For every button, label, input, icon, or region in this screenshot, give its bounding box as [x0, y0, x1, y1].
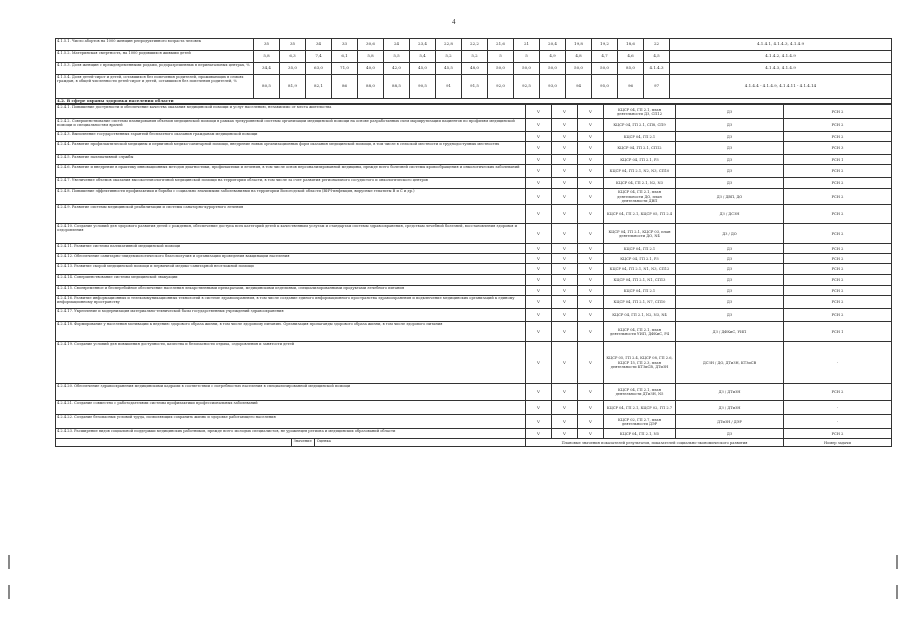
task-check-c1: V [526, 132, 552, 142]
indicator-value: 63,0 [306, 63, 332, 75]
indicator-value: 21 [514, 39, 540, 51]
task-check-c2: V [552, 275, 578, 286]
indicator-value: 86 [332, 75, 358, 99]
task-name: 4.2.4.18. Формирование у населения мотивации к ведению здорового образа жизни, в том числе здоровому питанию. Организация пропаганды здорового образа жизни, в том числе здорового питания [56, 322, 526, 342]
task-name: 4.2.4.7. Увеличение объемов оказания высокотехнологичной медицинской помощи на территории области, в том числе за счет развития регионального сосудистого и онкологического центров [56, 178, 526, 189]
task-program: КЦСР 04, ГП 2.1, план деятельности ДЗ, СП12 [604, 105, 676, 119]
task-program: КЦСР 04, ГП 2.1 [604, 132, 676, 142]
task-rsn: РСН 3 [784, 142, 892, 155]
indicator-row [56, 63, 892, 75]
task-check-c2: V [552, 309, 578, 322]
task-check-c2: V [552, 296, 578, 309]
task-rsn: РСН 2 [784, 296, 892, 309]
footer-label-value: Значение [291, 439, 314, 446]
task-program: КЦСР 04, ГП 2.1, N2, N3, СП10 [604, 165, 676, 178]
task-check-c2: V [552, 189, 578, 205]
task-check-c3: V [578, 286, 604, 296]
indicator-name: 4.1.5.3. Доля женщин с преждевременными родами, родоразрешенных в перинатальных центрах, % [56, 63, 254, 75]
indicator-value: 50,0 [540, 63, 566, 75]
task-executor: ДЗ [676, 155, 784, 165]
task-check-c2: V [552, 415, 578, 429]
task-name: 4.2.4.9. Развитие системы медицинской реабилитации и системы санаторно-курортного лечения [56, 205, 526, 224]
task-check-c2: V [552, 132, 578, 142]
task-program: КЦСР 04, ГП 2.1, N2, N3, N4 [604, 309, 676, 322]
scan-margin-mark [8, 585, 10, 599]
task-executor: ДЗ [676, 132, 784, 142]
indicator-refs: 4.1.4.4 - 4.1.4.9, 4.1.4.11 - 4.1.4.14 [670, 75, 892, 99]
task-program: КЦСР 04, ГП 2.1, Р3 [604, 254, 676, 264]
task-name: 4.2.4.4. Развитие профилактической медицины и первичной медико-санитарной помощи, внедрение новых организационных форм оказания медицинской помощи, в том числе в сельской местности и труднодоступных местностях [56, 142, 526, 155]
task-rsn: РСН 2 [784, 429, 892, 439]
indicator-value: 5 [514, 51, 540, 63]
task-check-c3: V [578, 224, 604, 244]
indicator-refs: 4.1.4.3, 4.1.4.9 [670, 63, 892, 75]
indicator-value: 4.1.4.3 [644, 63, 670, 75]
task-row [56, 254, 892, 264]
indicator-value: 22 [644, 39, 670, 51]
task-name: 4.2.4.13. Развитие скорой медицинской помощи и первичной медико-санитарной неотложной помощи [56, 264, 526, 275]
indicator-value: 19,8 [566, 39, 592, 51]
task-check-c2: V [552, 384, 578, 401]
task-rsn: РСН 2 [784, 275, 892, 286]
task-row [56, 296, 892, 309]
strategy-table [55, 38, 892, 104]
task-check-c3: V [578, 309, 604, 322]
indicator-value: 40,0 [358, 63, 384, 75]
indicator-value: 97 [644, 75, 670, 99]
task-executor: ДЗ [676, 254, 784, 264]
task-check-c3: V [578, 401, 604, 415]
task-row [56, 142, 892, 155]
indicator-value: 7,4 [306, 51, 332, 63]
task-check-c3: V [578, 429, 604, 439]
task-row [56, 178, 892, 189]
task-name: 4.2.4.6. Развитие и внедрение в практику инновационных методов диагностики, профилактики и лечения, в том числе основ персонализированной медицины, прежде всего болезней системы кровообращения и онкологических заболеваний [56, 165, 526, 178]
indicator-value: 71,0 [332, 63, 358, 75]
task-check-c1: V [526, 119, 552, 132]
task-check-c1: V [526, 342, 552, 384]
task-rsn: РСН 2 [784, 384, 892, 401]
task-check-c2: V [552, 155, 578, 165]
indicator-value: 96 [618, 75, 644, 99]
task-row [56, 401, 892, 415]
scan-margin-mark [8, 555, 10, 569]
task-program: КЦСР 04, ГП 2.1, КЦСР 03, план деятельности ДО, N4 [604, 224, 676, 244]
task-program: КЦСР 04, ГП 2.1, N2, N3 [604, 178, 676, 189]
task-rsn: РСН 1 [784, 155, 892, 165]
indicator-value: 92,5 [514, 75, 540, 99]
indicator-value: 35,0 [280, 63, 306, 75]
indicator-value: 4,9 [540, 51, 566, 63]
task-check-c3: V [578, 296, 604, 309]
indicator-row [56, 39, 892, 51]
indicator-value: 50,0 [592, 63, 618, 75]
task-check-c3: V [578, 119, 604, 132]
indicator-value: 95,0 [592, 75, 618, 99]
task-executor: ДЗ / ДТиЗН [676, 401, 784, 415]
task-row [56, 205, 892, 224]
indicator-value: 94 [566, 75, 592, 99]
indicator-value: 5,8 [254, 51, 280, 63]
task-name: 4.2.4.22. Создание безопасных условий труда, позволяющих сохранить жизнь и здоровье работающего населения [56, 415, 526, 429]
indicator-value: 30,6 [358, 39, 384, 51]
task-program: КЦСР 04, ГП 2.1, план деятельности УИП, ДФКиС, Р4 [604, 322, 676, 342]
indicator-value: 5,2 [462, 51, 488, 63]
task-name: 4.2.4.19. Создание условий для повышения доступности, качества и безопасности отдыха, оздоровления и занятости детей [56, 342, 526, 384]
task-row [56, 286, 892, 296]
task-row [56, 264, 892, 275]
indicator-value: 19,2 [592, 39, 618, 51]
task-executor: ДЗ / ДСЗН [676, 205, 784, 224]
task-check-c2: V [552, 322, 578, 342]
indicator-value: 50,0 [514, 63, 540, 75]
page-number: 4 [452, 18, 456, 26]
task-check-c3: V [578, 178, 604, 189]
task-name: 4.2.4.15. Своевременное и бесперебойное обеспечение населения лекарственными препаратами, медицинскими изделиями, специализированными продуктами лечебного питания [56, 286, 526, 296]
task-program: КЦСР 04, ГП 2.1, N5 [604, 429, 676, 439]
task-executor: ДЗ / ДТиЗН [676, 384, 784, 401]
task-check-c1: V [526, 286, 552, 296]
task-check-c3: V [578, 189, 604, 205]
task-check-c3: V [578, 384, 604, 401]
task-program: КЦСР 04, ГП 2.1, N1, СП13 [604, 275, 676, 286]
task-program: КЦСР 04, ГП 2.1, N1, N3, СП12 [604, 264, 676, 275]
task-executor: ДЗ [676, 119, 784, 132]
task-check-c1: V [526, 322, 552, 342]
indicator-value: 91 [436, 75, 462, 99]
task-name: 4.2.4.5. Развитие паллиативной службы [56, 155, 526, 165]
task-check-c1: V [526, 384, 552, 401]
task-check-c2: V [552, 401, 578, 415]
task-row [56, 244, 892, 254]
task-program: КЦСР 04, ГП 2.1, план деятельности ДО, план деятельности ДВП [604, 189, 676, 205]
task-rsn: РСН 2 [784, 178, 892, 189]
task-rsn: РСН 2 [784, 189, 892, 205]
task-check-c2: V [552, 142, 578, 155]
indicator-refs: 4.1.4.1, 4.1.4.3, 4.1.4.9 [670, 39, 892, 51]
indicator-value: 4,6 [618, 51, 644, 63]
task-rsn: РСН 2 [784, 165, 892, 178]
task-check-c1: V [526, 254, 552, 264]
task-executor: ДТиЗН / ДЭР [676, 415, 784, 429]
task-check-c1: V [526, 275, 552, 286]
footer-label-score: Оценка [314, 439, 333, 446]
indicator-value: 50,0 [566, 63, 592, 75]
task-check-c1: V [526, 165, 552, 178]
task-check-c3: V [578, 155, 604, 165]
task-check-c1: V [526, 105, 552, 119]
task-executor: ДЗ [676, 429, 784, 439]
task-check-c1: V [526, 142, 552, 155]
task-rsn: РСН 2 [784, 205, 892, 224]
indicator-value: 24 [384, 39, 410, 51]
footer-caption: Плановые значения показателей результатов, показателей социально-экономического развития [526, 439, 784, 447]
task-executor: ДЗ [676, 275, 784, 286]
task-executor: ДЗ [676, 286, 784, 296]
indicator-value: 45,0 [410, 63, 436, 75]
task-check-c3: V [578, 142, 604, 155]
task-check-c3: V [578, 254, 604, 264]
task-check-c1: V [526, 415, 552, 429]
task-check-c1: V [526, 264, 552, 275]
scan-margin-mark [896, 555, 898, 569]
task-row [56, 155, 892, 165]
task-program: КЦСР 04, ГП 2.1 [604, 286, 676, 296]
task-program: КЦСР 04, ГП 2.1, КЦСР 02, ГП 2.7 [604, 401, 676, 415]
task-check-c3: V [578, 205, 604, 224]
task-check-c2: V [552, 264, 578, 275]
task-check-c2: V [552, 429, 578, 439]
indicator-value: 92,0 [488, 75, 514, 99]
task-check-c1: V [526, 244, 552, 254]
indicator-value: 20,4 [540, 39, 566, 51]
task-check-c3: V [578, 264, 604, 275]
task-check-c2: V [552, 286, 578, 296]
indicator-value: 21,6 [488, 39, 514, 51]
task-name: 4.2.4.21. Создание совместно с работодателями системы профилактики профессиональных заболеваний [56, 401, 526, 415]
task-check-c1: V [526, 178, 552, 189]
task-check-c2: V [552, 254, 578, 264]
task-rsn: РСН 2 [784, 105, 892, 119]
indicator-value: 22,2 [462, 39, 488, 51]
task-check-c3: V [578, 165, 604, 178]
task-executor: ДЗ [676, 105, 784, 119]
task-row [56, 342, 892, 384]
task-rsn: РСН 2 [784, 244, 892, 254]
indicator-value: 50,0 [488, 63, 514, 75]
indicator-value: 48,0 [462, 63, 488, 75]
task-program: КЦСР 02, ГП 2.7, план деятельности ДЭР [604, 415, 676, 429]
task-rsn: - [784, 342, 892, 384]
task-rsn: - [784, 401, 892, 415]
task-rsn: РСН 1 [784, 322, 892, 342]
task-check-c3: V [578, 342, 604, 384]
task-program: КЦСР 04, ГП 2.1, СП8, СП9 [604, 119, 676, 132]
indicator-value: 85,0 [618, 63, 644, 75]
indicator-value: 22,8 [436, 39, 462, 51]
task-program: КЦСР 04, ГП 2.1, КЦСР 05, ГП 2.4 [604, 205, 676, 224]
task-check-c1: V [526, 189, 552, 205]
task-row [56, 429, 892, 439]
indicator-value: 80,5 [254, 75, 280, 99]
indicator-value: 18,6 [618, 39, 644, 51]
indicator-value: 45,5 [436, 63, 462, 75]
indicator-value: 88,0 [358, 75, 384, 99]
task-name: 4.2.4.16. Развитие информационных и телекоммуникационных технологий в системе здравоохранения, в том числе создание единого информационного пространства здравоохранения и подключение медицинских организаций к единому информационному пространству [56, 296, 526, 309]
task-row [56, 275, 892, 286]
scan-margin-mark [896, 585, 898, 599]
task-name: 4.2.4.8. Повышение эффективности профилактики и борьбы с социально значимыми заболеваниями на территории Вологодской области (ВИЧ-инфекция, вирусные гепатиты В и С и др.) [56, 189, 526, 205]
tasks-table [55, 104, 892, 447]
task-check-c1: V [526, 205, 552, 224]
indicator-value: 5,5 [384, 51, 410, 63]
task-row [56, 309, 892, 322]
document-sheet [55, 38, 891, 447]
task-executor: ДЗ / ДФКиС, УИП [676, 322, 784, 342]
indicator-value: 91,5 [462, 75, 488, 99]
task-check-c2: V [552, 105, 578, 119]
task-check-c1: V [526, 224, 552, 244]
task-check-c3: V [578, 415, 604, 429]
task-name: 4.2.4.1. Повышение доступности и обеспечение качества оказания медицинской помощи и услуг населению, независимо от места жительства [56, 105, 526, 119]
indicator-value: 82,1 [306, 75, 332, 99]
footer-task-number: Номер задачи [784, 439, 892, 447]
task-rsn: РСН 2 [784, 132, 892, 142]
indicator-name: 4.1.5.2. Материнская смертность, на 1000 родившихся живыми детей [56, 51, 254, 63]
task-check-c2: V [552, 224, 578, 244]
indicator-value: 5,8 [358, 51, 384, 63]
task-name: 4.2.4.20. Обеспечение здравоохранения медицинскими кадрами в соответствии с потребностью населения в специализированной медицинской помощи [56, 384, 526, 401]
indicator-value: 42,0 [384, 63, 410, 75]
task-row [56, 189, 892, 205]
task-name: 4.2.4.2. Совершенствование системы планирования объемов медицинской помощи в рамках трехуровневой системы организации медицинской помощи на основе разработанных схем маршрутизации пациентов по профилям медицинской помощи и специальностям врачей [56, 119, 526, 132]
task-row [56, 105, 892, 119]
task-check-c2: V [552, 205, 578, 224]
indicator-value: 33 [332, 39, 358, 51]
task-row [56, 224, 892, 244]
task-row [56, 322, 892, 342]
indicator-value: 81,9 [280, 75, 306, 99]
indicator-value: 93,0 [540, 75, 566, 99]
task-name: 4.2.4.23. Расширение видов социальной поддержки медицинских работников, прежде всего молодых специалистов, не уроженцев региона и медицинских образований области [56, 429, 526, 439]
indicator-value: 34 [306, 39, 332, 51]
task-program: КЦСР 04, ГП 2.1, план деятельности ДТиЗН, N5 [604, 384, 676, 401]
task-executor: ДЗ [676, 244, 784, 254]
indicator-value: 35 [254, 39, 280, 51]
indicator-value: 34,4 [254, 63, 280, 75]
task-check-c2: V [552, 342, 578, 384]
task-check-c2: V [552, 119, 578, 132]
task-rsn: РСН 2 [784, 224, 892, 244]
task-check-c2: V [552, 244, 578, 254]
task-program: КЦСР 04, ГП 2.1, СП12 [604, 142, 676, 155]
task-rsn: РСН 2 [784, 119, 892, 132]
task-check-c2: V [552, 165, 578, 178]
task-check-c1: V [526, 309, 552, 322]
task-executor: ДЗ [676, 178, 784, 189]
task-rsn: РСН 2 [784, 309, 892, 322]
task-name: 4.2.4.3. Выполнение государственных гарантий бесплатного оказания гражданам медицинской помощи [56, 132, 526, 142]
indicator-name: 4.1.5.4. Доля детей-сирот и детей, оставшихся без попечения родителей, проживающих в семьях граждан, в общей численности детей-сирот и детей, оставшихся без попечения родителей, % [56, 75, 254, 99]
task-check-c3: V [578, 244, 604, 254]
task-row [56, 384, 892, 401]
task-program: КЦСР 04, ГП 2.1, Р3 [604, 155, 676, 165]
task-row [56, 132, 892, 142]
task-name: 4.2.4.11. Развитие системы паллиативной медицинской помощи [56, 244, 526, 254]
indicator-value: 35 [280, 39, 306, 51]
task-rsn: - [784, 415, 892, 429]
footer-row [56, 439, 526, 447]
task-executor: ДЗ [676, 165, 784, 178]
indicator-value: 5,2 [436, 51, 462, 63]
indicator-value: 6,1 [332, 51, 358, 63]
task-check-c3: V [578, 275, 604, 286]
task-check-c1: V [526, 296, 552, 309]
indicator-name: 4.1.5.1. Число абортов на 1000 женщин репродуктивного возраста человек [56, 39, 254, 51]
task-row [56, 165, 892, 178]
task-program: КЦСР 05, ГП 2.4, КЦСР 08, ГП 2.6, КЦСР 15, ГП 2.3, план деятельности КТЗиСВ, ДТиЗН [604, 342, 676, 384]
indicator-value: 4,8 [566, 51, 592, 63]
task-rsn: РСН 2 [784, 286, 892, 296]
task-executor: ДСЗН / ДО, ДТиЗН, КТЗиСВ [676, 342, 784, 384]
indicator-value: 4,7 [592, 51, 618, 63]
indicator-row [56, 51, 892, 63]
indicator-value: 5 [488, 51, 514, 63]
indicator-value: 90,5 [410, 75, 436, 99]
indicator-value: 5,4 [410, 51, 436, 63]
task-check-c1: V [526, 401, 552, 415]
indicator-value: 88,5 [384, 75, 410, 99]
task-check-c3: V [578, 132, 604, 142]
task-check-c1: V [526, 155, 552, 165]
task-executor: ДЗ [676, 142, 784, 155]
indicator-value: 4,5 [644, 51, 670, 63]
task-executor: ДЗ / ДВП, ДО [676, 189, 784, 205]
task-check-c2: V [552, 178, 578, 189]
task-executor: ДЗ / ДО [676, 224, 784, 244]
task-check-c3: V [578, 105, 604, 119]
task-executor: ДЗ [676, 264, 784, 275]
task-program: КЦСР 04, ГП 2.1, N7, СП10 [604, 296, 676, 309]
task-name: 4.2.4.12. Обеспечение санитарно-эпидемиологического благополучия и организации проведения вакцинации населения [56, 254, 526, 264]
task-row [56, 119, 892, 132]
task-executor: ДЗ [676, 309, 784, 322]
task-rsn: РСН 2 [784, 264, 892, 275]
task-check-c1: V [526, 429, 552, 439]
section-title: 4.2. В сфере охраны здоровья населения области [56, 99, 892, 104]
indicator-value: 23,4 [410, 39, 436, 51]
task-name: 4.2.4.10. Создание условий для здорового развития детей с рождения, обеспечение доступа всех категорий детей к качественным услугам и стандартам системы здравоохранения, средствам лечебной болезней, восстановления здоровья и оздоровления [56, 224, 526, 244]
task-name: 4.2.4.14. Совершенствование системы медицинской эвакуации [56, 275, 526, 286]
indicator-row [56, 75, 892, 99]
indicator-refs: 4.1.4.2, 4.1.4.9 [670, 51, 892, 63]
task-executor: ДЗ [676, 296, 784, 309]
task-rsn: РСН 2 [784, 254, 892, 264]
task-program: КЦСР 04, ГП 2.1 [604, 244, 676, 254]
task-check-c3: V [578, 322, 604, 342]
task-name: 4.2.4.17. Укрепление и модернизация материально-технической базы государственных учреждений здравоохранения [56, 309, 526, 322]
indicator-value: 6,3 [280, 51, 306, 63]
task-row [56, 415, 892, 429]
